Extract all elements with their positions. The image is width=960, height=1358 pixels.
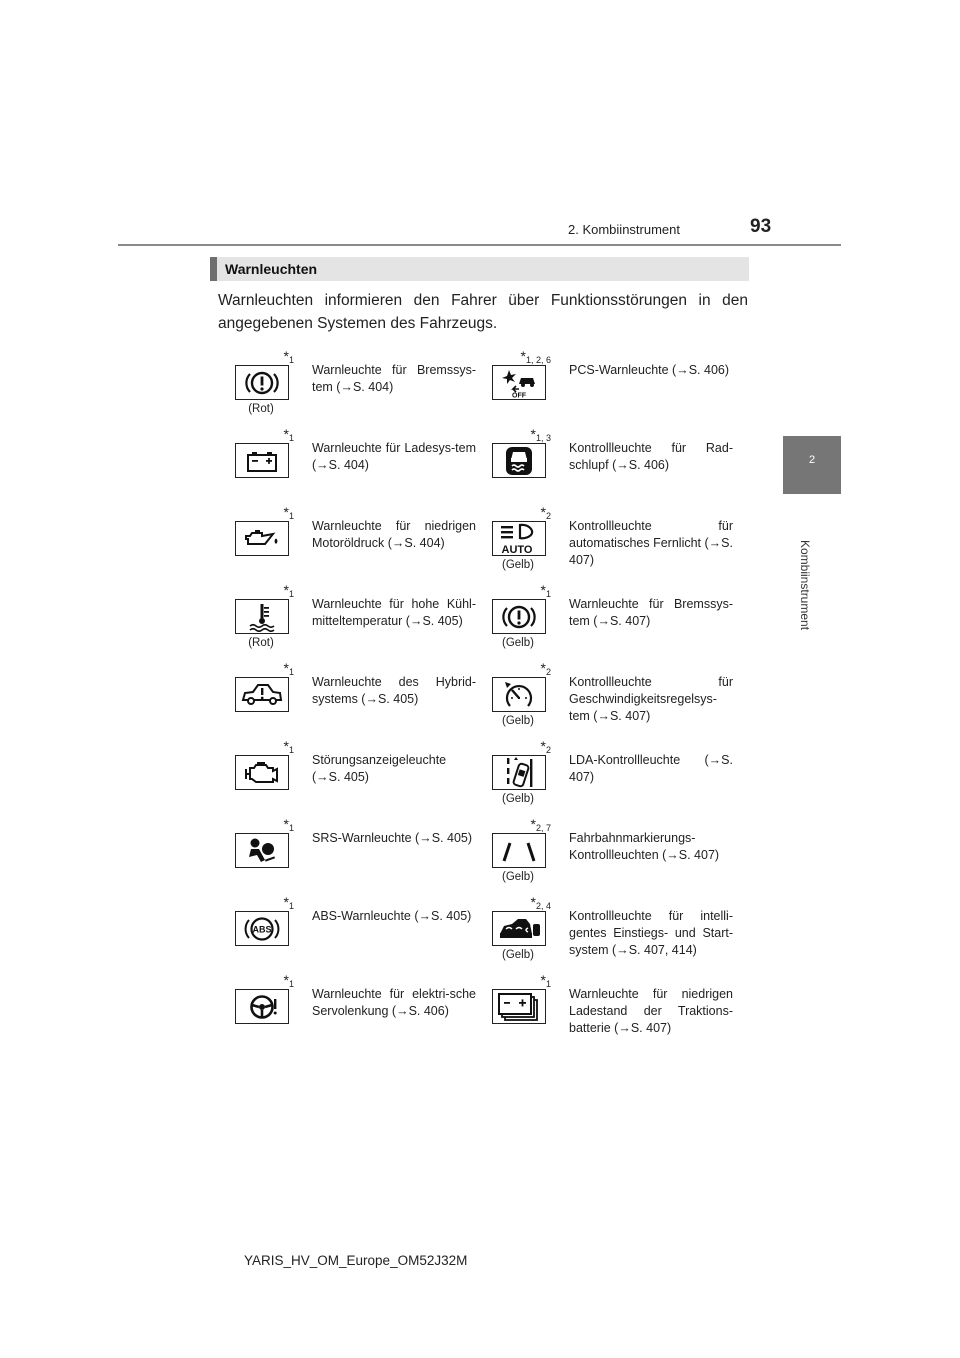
section-title: Warnleuchten bbox=[225, 261, 318, 277]
footnote-ref: 2 bbox=[545, 667, 551, 677]
warning-light-entry bbox=[487, 895, 744, 973]
footnote-marker: $*_2$ bbox=[540, 504, 551, 521]
footnote-ref: 1, 3 bbox=[535, 433, 551, 443]
icon-column bbox=[230, 973, 292, 1051]
footnote-ref: 1 bbox=[545, 979, 551, 989]
footnote-marker: $*_2$ bbox=[540, 738, 551, 755]
light-color: (Gelb) bbox=[502, 949, 534, 961]
footnote-ref: 2 bbox=[545, 511, 551, 521]
footnote-marker: $*_1$ bbox=[283, 660, 294, 677]
footnote-marker: $*_1$ bbox=[283, 426, 294, 443]
light-description: LDA-Kontrollleuchte (→S. 407) bbox=[569, 753, 733, 784]
light-color: (Gelb) bbox=[502, 715, 534, 727]
table-row bbox=[230, 895, 745, 973]
icon-column bbox=[487, 817, 549, 895]
icon-column bbox=[487, 505, 549, 583]
light-description: PCS-Warnleuchte (→S. 406) bbox=[569, 363, 730, 377]
document-id: YARIS_HV_OM_Europe_OM52J32M bbox=[244, 1253, 468, 1268]
icon-column bbox=[487, 739, 549, 817]
footnote-marker: $*_1$ bbox=[540, 582, 551, 599]
footnote-ref: 1 bbox=[288, 979, 294, 989]
icon-column bbox=[487, 973, 549, 1051]
warning-light-entry bbox=[230, 427, 487, 505]
table-row bbox=[230, 505, 745, 583]
footnote-ref: 2, 7 bbox=[535, 823, 551, 833]
footnote-ref: 1 bbox=[288, 823, 294, 833]
light-color: (Gelb) bbox=[502, 637, 534, 649]
footnote-marker: $*_1$ bbox=[283, 348, 294, 365]
chapter-title: 2. Kombiinstrument bbox=[568, 222, 680, 237]
oil-pressure-icon bbox=[235, 521, 289, 556]
srs-airbag-icon bbox=[235, 833, 289, 868]
footnote-marker: $*_{2, 4}$ bbox=[530, 894, 551, 911]
footnote-ref: 1 bbox=[288, 355, 294, 365]
traction-battery-icon bbox=[492, 989, 546, 1024]
pcs-off-icon bbox=[492, 365, 546, 400]
table-row bbox=[230, 427, 745, 505]
warning-light-entry bbox=[230, 661, 487, 739]
light-description: Kontrollleuchte für automatisches Fernlicht (→S. 407) bbox=[569, 519, 733, 567]
speed-limiter-icon bbox=[492, 677, 546, 712]
light-description: Warnleuchte des Hybrid-systems (→S. 405) bbox=[312, 675, 476, 706]
power-steering-icon bbox=[235, 989, 289, 1024]
warning-light-entry bbox=[487, 661, 744, 739]
light-description: Kontrollleuchte für Rad-schlupf (→S. 406) bbox=[569, 441, 733, 472]
icon-column bbox=[487, 427, 549, 505]
icon-column bbox=[230, 427, 292, 505]
intro-paragraph: Warnleuchten informieren den Fahrer über Funktionsstörungen in den angegebenen Systemen des Fahrzeugs. bbox=[218, 292, 748, 332]
footnote-ref: 1, 2, 6 bbox=[525, 355, 551, 365]
table-row bbox=[230, 739, 745, 817]
footnote-ref: 1 bbox=[288, 589, 294, 599]
footnote-ref: 1 bbox=[288, 511, 294, 521]
footnote-marker: $*_{2, 7}$ bbox=[530, 816, 551, 833]
footnote-marker: $*_1$ bbox=[283, 816, 294, 833]
footnote-ref: 1 bbox=[288, 745, 294, 755]
warning-light-entry bbox=[487, 817, 744, 895]
footnote-ref: 1 bbox=[288, 433, 294, 443]
table-row bbox=[230, 973, 745, 1051]
warning-light-entry bbox=[230, 973, 487, 1051]
light-description: Kontrollleuchte für intelli-gentes Einstiegs- und Start-system (→S. 407, 414) bbox=[569, 909, 733, 957]
svg-text:OFF: OFF bbox=[512, 392, 526, 398]
footnote-marker: $*_{1, 2, 6}$ bbox=[520, 348, 551, 365]
svg-text:ABS: ABS bbox=[252, 924, 272, 935]
light-description: Warnleuchte für niedrigen Motoröldruck (→S. 404) bbox=[312, 519, 476, 550]
light-description: Warnleuchte für elektri-sche Servolenkung (→S. 406) bbox=[312, 987, 476, 1018]
warning-light-entry bbox=[230, 817, 487, 895]
auto-high-beam-icon bbox=[492, 521, 546, 556]
warning-light-entry bbox=[487, 427, 744, 505]
icon-column bbox=[230, 583, 292, 661]
light-description: Fahrbahnmarkierungs-Kontrollleuchten (→S. 407) bbox=[569, 831, 720, 862]
chapter-tab-label: Kombiinstrument bbox=[798, 540, 812, 631]
warning-light-entry bbox=[487, 973, 744, 1051]
warning-light-entry bbox=[487, 739, 744, 817]
abs-warning-icon bbox=[235, 911, 289, 946]
light-color: (Rot) bbox=[248, 403, 274, 415]
icon-column bbox=[230, 661, 292, 739]
footnote-ref: 1 bbox=[288, 667, 294, 677]
footnote-marker: $*_{1, 3}$ bbox=[530, 426, 551, 443]
footnote-marker: $*_2$ bbox=[540, 660, 551, 677]
icon-column bbox=[230, 817, 292, 895]
light-description: Warnleuchte für niedrigen Ladestand der Traktions-batterie (→S. 407) bbox=[569, 987, 733, 1035]
svg-text:AUTO: AUTO bbox=[501, 543, 533, 555]
icon-column bbox=[487, 895, 549, 973]
light-description: Störungsanzeigeleuchte (→S. 405) bbox=[312, 753, 447, 784]
table-row bbox=[230, 817, 745, 895]
light-color: (Gelb) bbox=[502, 871, 534, 883]
footnote-marker: $*_1$ bbox=[283, 504, 294, 521]
warning-light-entry bbox=[230, 349, 487, 427]
warning-light-entry bbox=[230, 739, 487, 817]
footnote-ref: 2 bbox=[545, 745, 551, 755]
light-description: Warnleuchte für Bremssys-tem (→S. 404) bbox=[312, 363, 476, 394]
table-row bbox=[230, 583, 745, 661]
footnote-marker: $*_1$ bbox=[283, 894, 294, 911]
icon-column bbox=[487, 349, 549, 427]
brake-warning-icon bbox=[235, 365, 289, 400]
warning-light-entry bbox=[487, 583, 744, 661]
light-description: SRS-Warnleuchte (→S. 405) bbox=[312, 831, 473, 845]
warning-light-entry bbox=[230, 583, 487, 661]
icon-column bbox=[487, 661, 549, 739]
battery-charge-icon bbox=[235, 443, 289, 478]
check-engine-icon bbox=[235, 755, 289, 790]
footnote-marker: $*_1$ bbox=[283, 972, 294, 989]
footnote-marker: $*_1$ bbox=[283, 738, 294, 755]
warning-light-entry bbox=[487, 349, 744, 427]
hybrid-system-warning-icon bbox=[235, 677, 289, 712]
coolant-temperature-icon bbox=[235, 599, 289, 634]
icon-column bbox=[230, 739, 292, 817]
header-rule bbox=[118, 244, 841, 246]
section-heading bbox=[210, 257, 749, 281]
icon-column bbox=[230, 349, 292, 427]
icon-column bbox=[487, 583, 549, 661]
light-description: Warnleuchte für hohe Kühl-mitteltemperatur (→S. 405) bbox=[312, 597, 476, 628]
footnote-ref: 2, 4 bbox=[535, 901, 551, 911]
footnote-marker: $*_1$ bbox=[540, 972, 551, 989]
lane-marking-icon bbox=[492, 833, 546, 868]
icon-column bbox=[230, 895, 292, 973]
light-color: (Gelb) bbox=[502, 793, 534, 805]
footnote-ref: 1 bbox=[545, 589, 551, 599]
warning-light-entry bbox=[230, 505, 487, 583]
brake-warning-icon bbox=[492, 599, 546, 634]
warning-light-table bbox=[230, 349, 745, 1051]
light-description: Warnleuchte für Ladesys-tem (→S. 404) bbox=[312, 441, 476, 472]
table-row bbox=[230, 661, 745, 739]
light-description: Kontrollleuchte für Geschwindigkeitsregelsys-tem (→S. 407) bbox=[569, 675, 733, 723]
light-color: (Gelb) bbox=[502, 559, 534, 571]
light-description: Warnleuchte für Bremssys-tem (→S. 407) bbox=[569, 597, 733, 628]
lane-departure-icon bbox=[492, 755, 546, 790]
page-number: 93 bbox=[750, 216, 772, 237]
footnote-ref: 1 bbox=[288, 901, 294, 911]
slip-indicator-icon bbox=[492, 443, 546, 478]
chapter-tab[interactable]: 2 bbox=[783, 436, 841, 494]
table-row bbox=[230, 349, 745, 427]
icon-column bbox=[230, 505, 292, 583]
smart-entry-icon bbox=[492, 911, 546, 946]
warning-light-entry bbox=[230, 895, 487, 973]
light-description: ABS-Warnleuchte (→S. 405) bbox=[312, 909, 472, 923]
footnote-marker: $*_1$ bbox=[283, 582, 294, 599]
warning-light-entry bbox=[487, 505, 744, 583]
light-color: (Rot) bbox=[248, 637, 274, 649]
